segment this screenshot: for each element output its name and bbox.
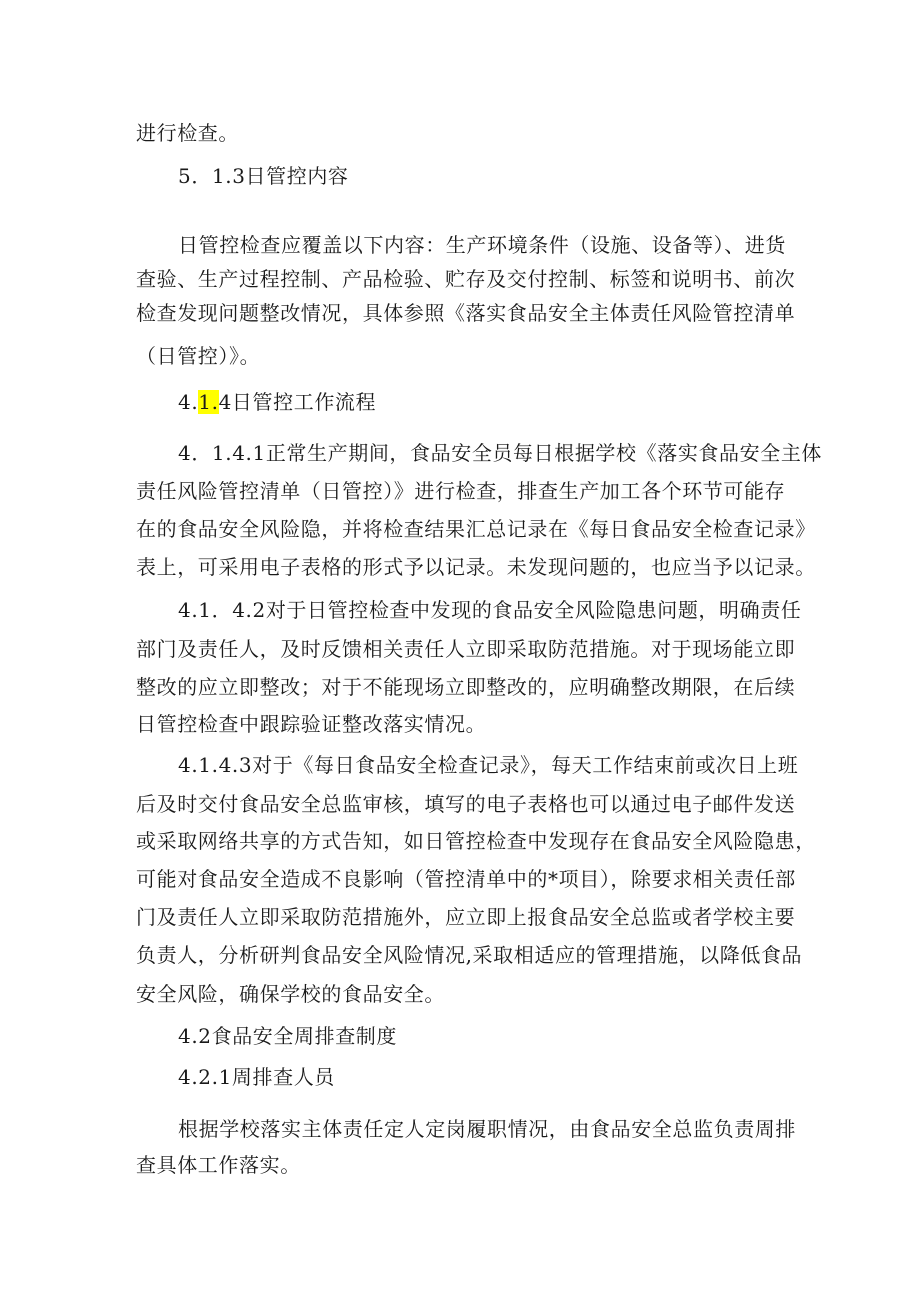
text-line: 可能对食品安全造成不良影响（管控清单中的*项目），除要求相关责任部 <box>136 867 796 891</box>
heading-part: 4. <box>178 390 199 414</box>
text-line: 安全风险，确保学校的食品安全。 <box>136 982 445 1006</box>
section-heading <box>178 389 376 415</box>
heading-part: 4日管控工作流程 <box>218 390 377 414</box>
text-line: 进行检查。 <box>136 121 239 145</box>
text-line: 门及责任人立即采取防范措施外，应立即上报食品安全总监或者学校主要 <box>136 905 796 929</box>
text-line: 表上，可采用电子表格的形式予以记录。未发现问题的，也应当予以记录。 <box>136 555 816 579</box>
text-line: 在的食品安全风险隐，并将检查结果汇总记录在《每日食品安全检查记录》 <box>136 517 816 541</box>
text-line: 部门及责任人，及时反馈相关责任人立即采取防范措施。对于现场能立即 <box>136 637 796 661</box>
text-line: 日管控检查应覆盖以下内容：生产环境条件（设施、设备等）、进货 <box>178 233 786 257</box>
text-line: 4.1．4.2对于日管控检查中发现的食品安全风险隐患问题，明确责任 <box>178 598 802 622</box>
text-line: 后及时交付食品安全总监审核，填写的电子表格也可以通过电子邮件发送 <box>136 792 796 816</box>
text-line: 检查发现问题整改情况，具体参照《落实食品安全主体责任风险管控清单 <box>136 301 796 325</box>
text-line: 日管控检查中跟踪验证整改落实情况。 <box>136 712 487 736</box>
section-heading: 5．1.3日管控内容 <box>178 164 349 188</box>
text-line: 整改的应立即整改；对于不能现场立即整改的，应明确整改期限，在后续 <box>136 675 796 699</box>
text-line: 根据学校落实主体责任定人定岗履职情况，由食品安全总监负责周排 <box>178 1117 796 1141</box>
text-line: 查验、生产过程控制、产品检验、贮存及交付控制、标签和说明书、前次 <box>136 267 796 291</box>
text-line: 责任风险管控清单（日管控）》进行检查，排查生产加工各个环节可能存 <box>136 479 786 503</box>
text-line: 负责人，分析研判食品安全风险情况,采取相适应的管理措施，以降低食品 <box>136 943 803 967</box>
section-heading: 4.2.1周排查人员 <box>178 1065 335 1089</box>
section-heading: 4.2食品安全周排查制度 <box>178 1024 398 1048</box>
text-line: 4．1.4.1正常生产期间，食品安全员每日根据学校《落实食品安全主体 <box>178 441 823 465</box>
text-line: 或采取网络共享的方式告知，如日管控检查中发现存在食品安全风险隐患， <box>136 829 816 853</box>
text-line: 查具体工作落实。 <box>136 1153 301 1177</box>
text-line: （日管控）》。 <box>136 344 261 368</box>
text-line: 4.1.4.3对于《每日食品安全检查记录》，每天工作结束前或次日上班 <box>178 753 799 777</box>
highlighted-text: 1. <box>198 390 219 414</box>
